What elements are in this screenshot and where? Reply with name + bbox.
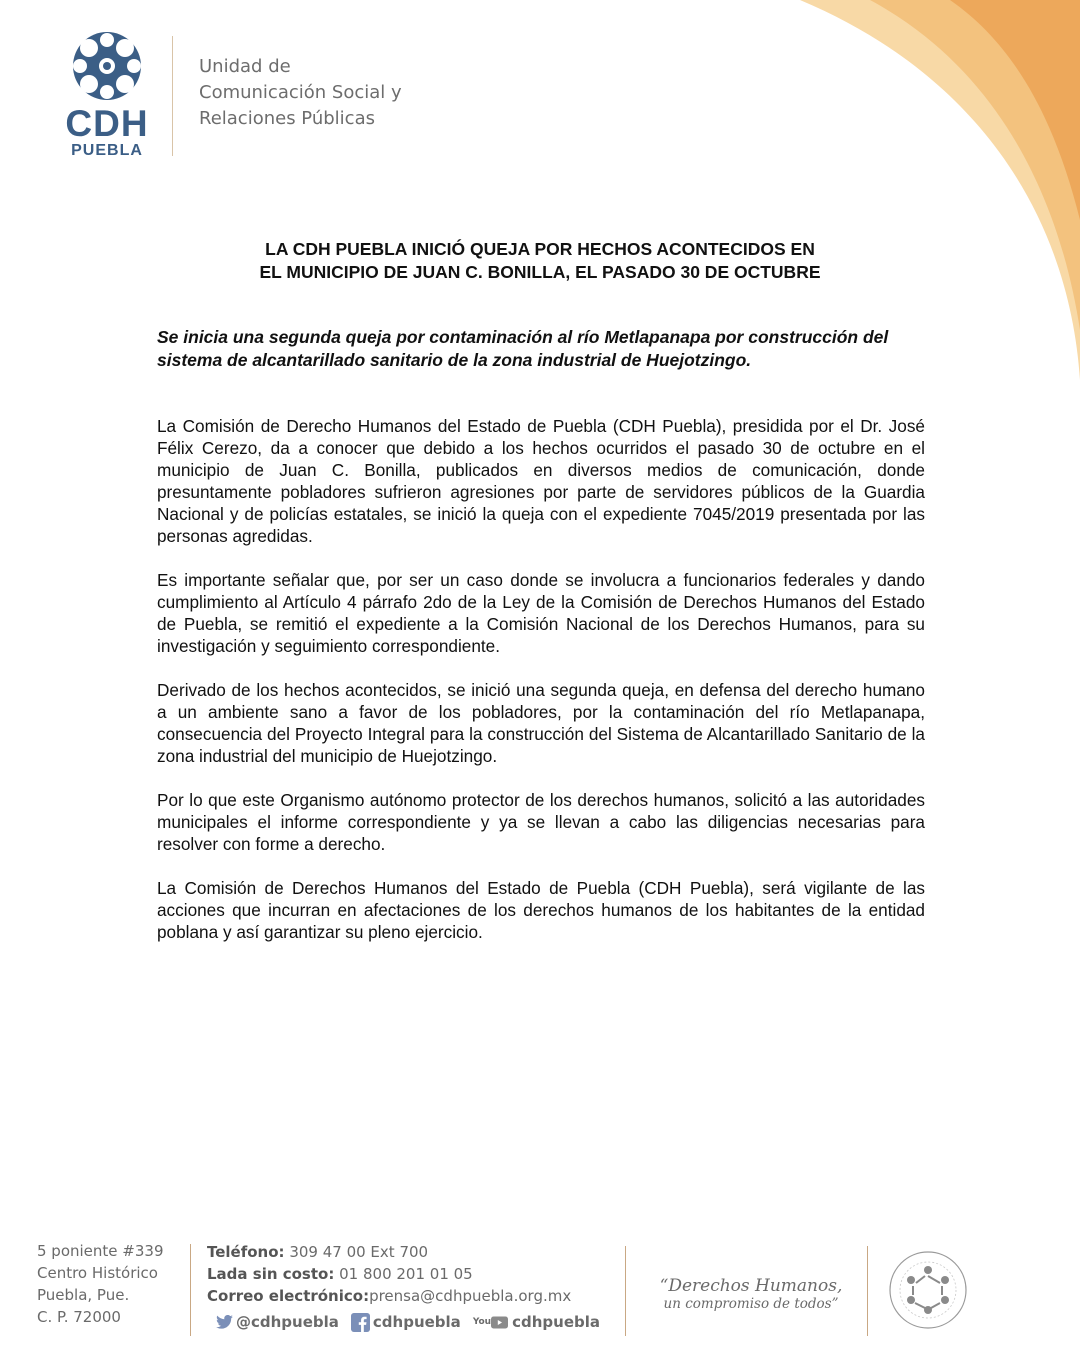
phone-value[interactable]: 309 47 00 Ext 700 — [289, 1243, 429, 1261]
document-subtitle: Se inicia una segunda queja por contaminación al río Metlapanapa por construcción del sistema de alcantarillado sanitario de la zona industrial de Huejotzingo. — [157, 327, 889, 370]
youtube-handle[interactable]: cdhpuebla — [512, 1313, 600, 1331]
twitter-handle[interactable]: @cdhpuebla — [236, 1313, 339, 1331]
slogan-line: un compromiso de todos” — [663, 1296, 839, 1312]
address-line: Puebla, Pue. — [37, 1286, 130, 1304]
footer-divider — [867, 1246, 868, 1336]
address-line: C. P. 72000 — [37, 1308, 121, 1326]
equality-seal-icon — [886, 1248, 970, 1332]
body-paragraph: La Comisión de Derechos Humanos del Estado de Puebla (CDH Puebla), será vigilante de las acciones que incurran en afectaciones de los derechos humanos de los habitantes de la entidad poblana y así garantizar su pleno ejercicio. — [157, 878, 925, 942]
document-title — [120, 238, 960, 284]
tollfree-value[interactable]: 01 800 201 01 05 — [339, 1265, 473, 1283]
unit-line: Comunicación Social y — [199, 82, 402, 103]
body-paragraph: Es importante señalar que, por ser un caso donde se involucra a funcionarios federales y dando cumplimiento al Artículo 4 párrafo 2do de la Ley de la Comisión de Derechos Humanos del Estado de Puebla, se remitió el expediente a la Comisión Nacional de los Derechos Humanos, para su investigación y seguimiento correspondiente. — [157, 570, 925, 656]
footer-slogan — [641, 1276, 861, 1312]
title-line: EL MUNICIPIO DE JUAN C. BONILLA, EL PASADO 30 DE OCTUBRE — [259, 262, 821, 282]
title-line: LA CDH PUEBLA INICIÓ QUEJA POR HECHOS ACONTECIDOS EN — [265, 239, 815, 259]
email-label: Correo electrónico: — [207, 1287, 370, 1305]
unit-line: Relaciones Públicas — [199, 108, 375, 129]
footer-divider — [190, 1244, 191, 1336]
cdh-logo-icon — [62, 28, 152, 106]
header-divider — [172, 36, 173, 156]
logo-puebla-text: PUEBLA — [71, 142, 143, 159]
tollfree-label: Lada sin costo: — [207, 1265, 335, 1283]
facebook-icon — [351, 1313, 370, 1332]
twitter-icon — [216, 1315, 233, 1329]
body-paragraph: Derivado de los hechos acontecidos, se inició una segunda queja, en defensa del derecho humano a un ambiente sano a favor de los pobladores, por la contaminación del río Metlapanapa, consecuencia del Proyecto Integral para la construcción del Sistema de Alcantarillado Sanitario de la zona industrial del municipio de Huejotzingo. — [157, 680, 925, 766]
youtube-badge-text: You — [472, 1317, 492, 1327]
footer-contact — [207, 1241, 571, 1307]
unit-name — [199, 54, 402, 132]
logo-wordmark — [62, 103, 152, 160]
footer-address — [37, 1240, 164, 1328]
unit-line: Unidad de — [199, 56, 291, 77]
body-paragraph: La Comisión de Derecho Humanos del Estado de Puebla (CDH Puebla), presidida por el Dr. José Félix Cerezo, da a conocer que debido a los hechos ocurridos el pasado 30 de octubre en el municipio de Juan C. Bonilla, publicados en diversos medios de comunicación, donde presuntamente pobladores sufrieron agresiones por parte de servidores públicos de la Guardia Nacional y de policías estatales, se inició la queja con el expediente 7045/2019 presentada por las personas agredidas. — [157, 416, 925, 546]
youtube-icon — [473, 1311, 508, 1333]
corner-decoration — [800, 0, 1080, 380]
slogan-line: “Derechos Humanos, — [659, 1276, 843, 1296]
logo-cdh-text: CDH — [65, 103, 149, 144]
body-paragraph: Por lo que este Organismo autónomo protector de los derechos humanos, solicitó a las autoridades municipales el informe correspondiente y ya se llevan a cabo las diligencias necesarias para resolver con forme a derecho. — [157, 790, 925, 854]
address-line: 5 poniente #339 — [37, 1242, 164, 1260]
document-body — [157, 415, 925, 965]
address-line: Centro Histórico — [37, 1264, 158, 1282]
footer-divider — [625, 1246, 626, 1336]
email-link[interactable]: prensa@cdhpuebla.org.mx — [369, 1287, 572, 1305]
facebook-handle[interactable]: cdhpuebla — [372, 1313, 461, 1331]
social-links — [216, 1311, 600, 1333]
phone-label: Teléfono: — [207, 1243, 285, 1261]
